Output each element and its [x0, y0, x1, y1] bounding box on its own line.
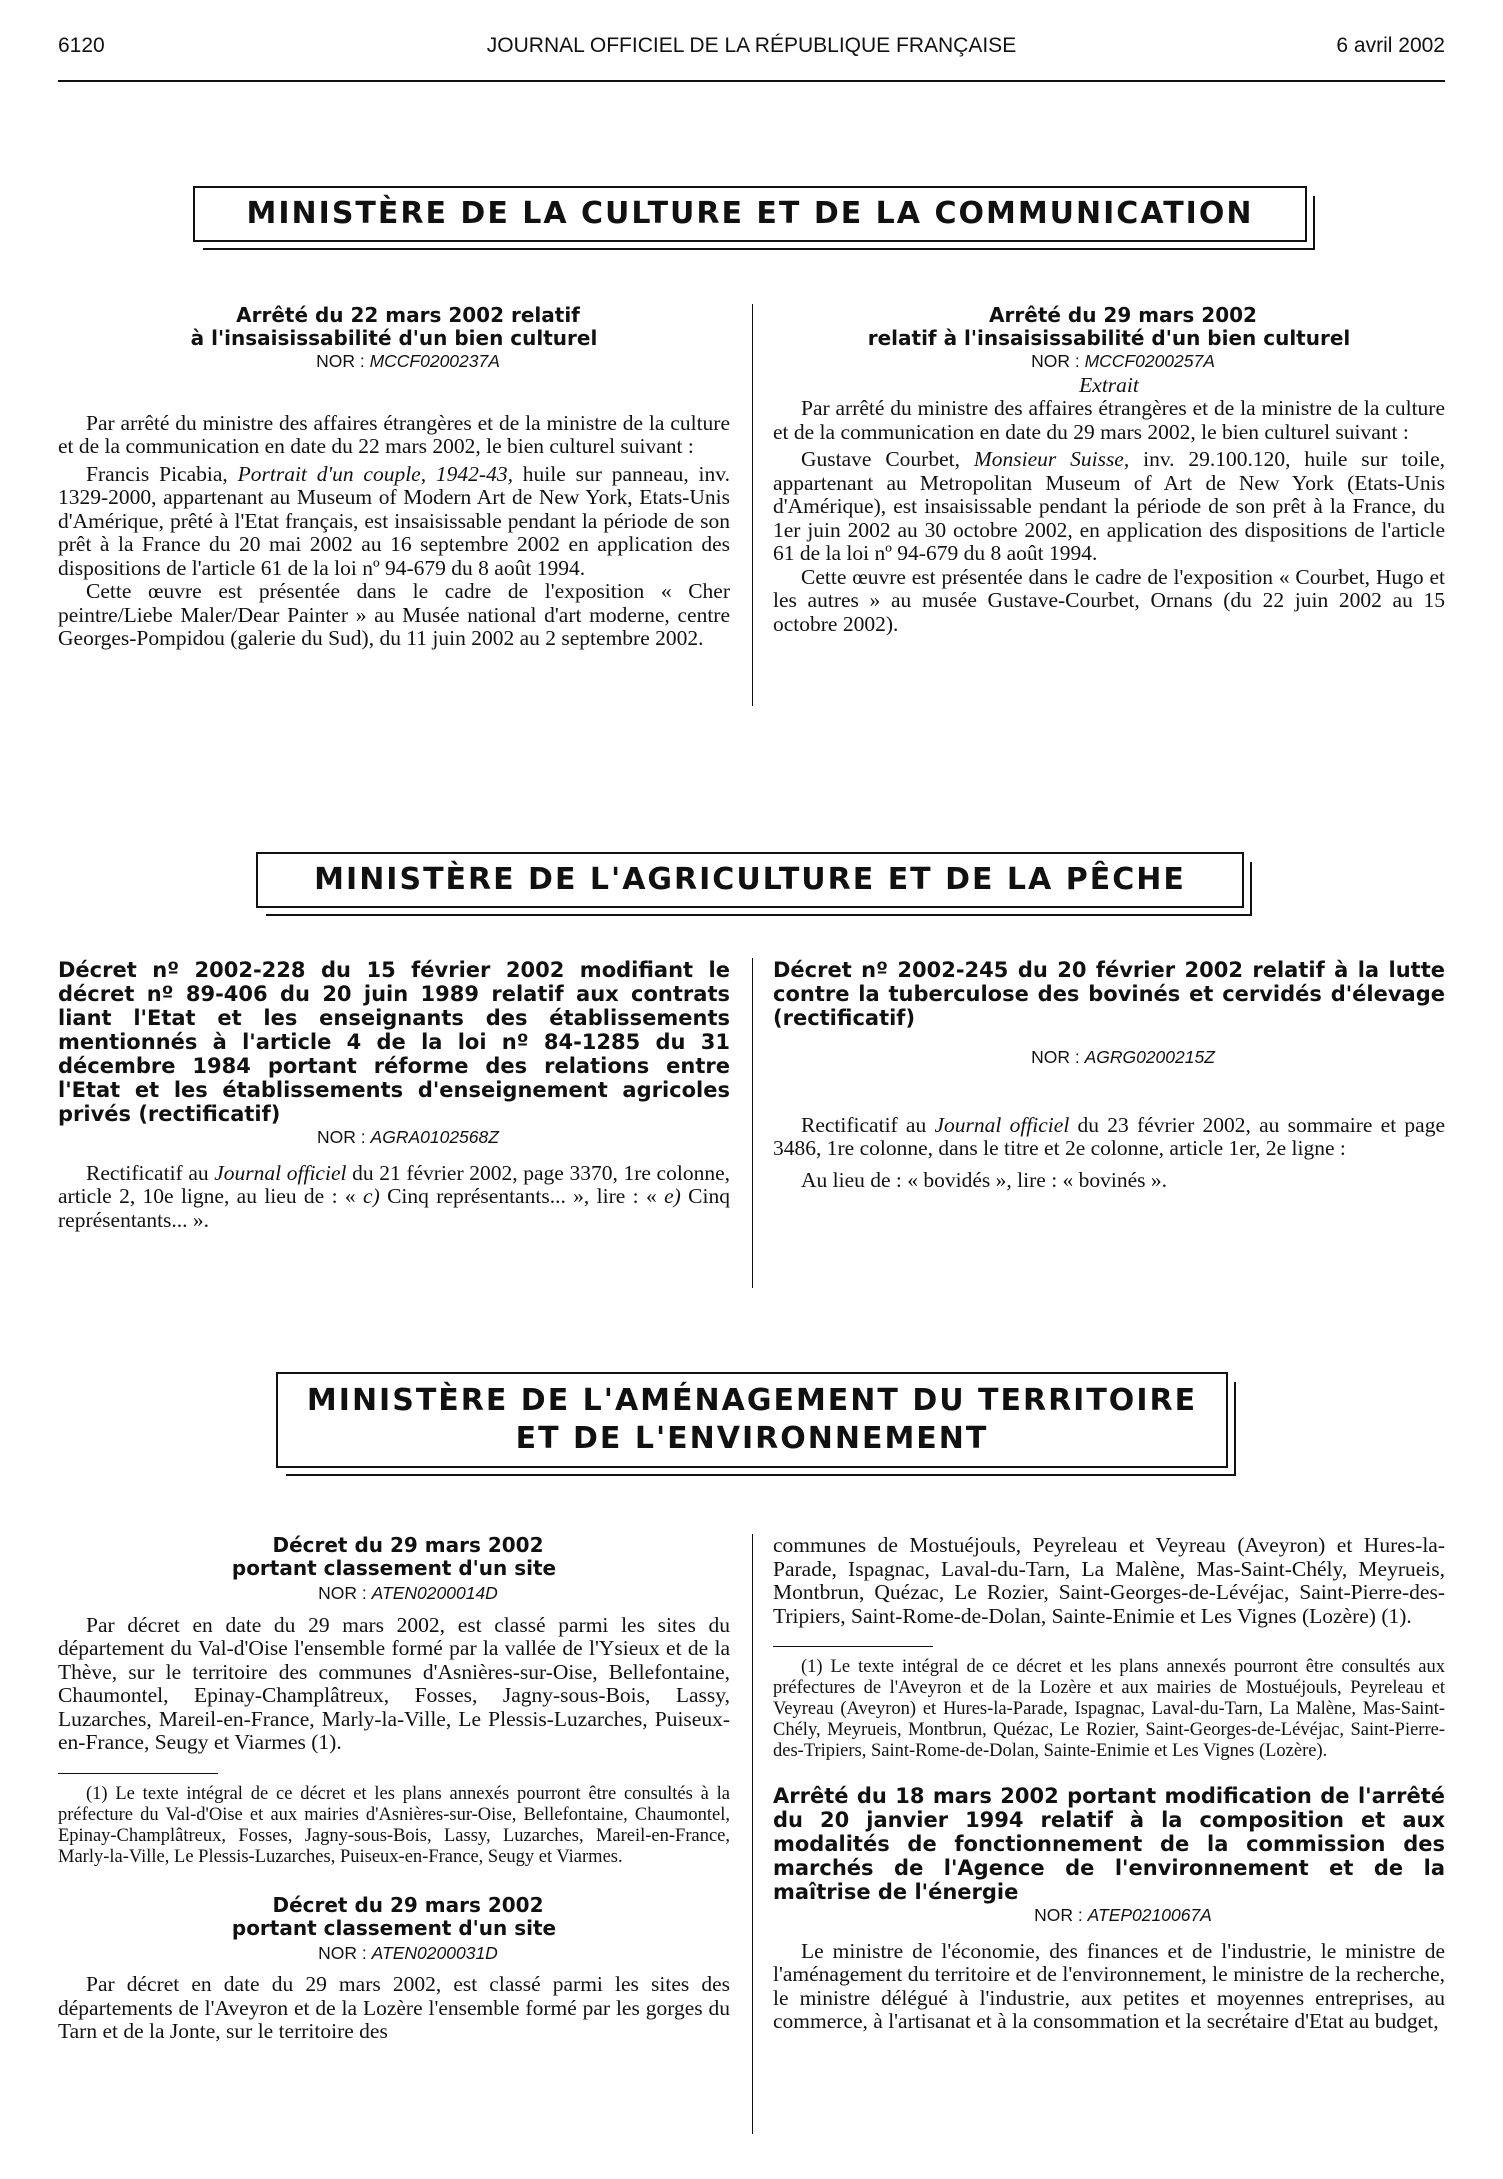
article-title: Arrêté du 18 mars 2002 portant modification de l'arrêté du 20 janvier 1994 relatif à la composition et aux modalités de fonctionnement de la commission des marchés de l'Agence de l'environnement et de la maîtrise de l'énergie: [773, 1784, 1445, 1904]
ministry-amenagement-title-line1: MINISTÈRE DE L'AMÉNAGEMENT DU TERRITOIRE: [306, 1383, 1198, 1418]
footnote: (1) Le texte intégral de ce décret et les plans annexés pourront être consultés à la préfecture du Val-d'Oise et aux mairies d'Asnières-sur-Oise, Bellefontaine, Chaumontel, Epinay-Champlâtreux, Fosses, Jagny-sous-Bois, Lassy, Luzarches, Mareil-en-France, Marly-la-Ville, Le Plessis-Luzarches, Puiseux-en-France, Seugy et Viarmes.: [58, 1783, 730, 1867]
culture-left-article: [58, 304, 730, 651]
ministry-agriculture-heading: [256, 852, 1244, 908]
article-title: Décret du 29 mars 2002 portant classement d'un site: [231, 1533, 557, 1580]
footnote: (1) Le texte intégral de ce décret et les plans annexés pourront être consultés aux préfectures de l'Aveyron et de la Lozère et aux mairies de Mostuéjouls, Peyreleau et Veyreau (Aveyron) et Hures-la-Parade, Ispagnac, Laval-du-Tarn, La Malène, Mas-Saint-Chély, Meyrueis, Montbrun, Quézac, Le Rozier, Saint-Georges-de-Lévéjac, Saint-Pierre-des-Tripiers, Saint-Rome-de-Dolan, Sainte-Enimie et Les Vignes (Lozère).: [773, 1657, 1445, 1761]
amenagement-left-column: [58, 1534, 730, 2044]
issue-date: 6 avril 2002: [1336, 34, 1445, 57]
paragraph: communes de Mostuéjouls, Peyreleau et Veyreau (Aveyron) et Hures-la-Parade, Ispagnac, Laval-du-Tarn, La Malène, Mas-Saint-Chély, Meyrueis, Montbrun, Quézac, Le Rozier, Saint-Georges-de-Lévéjac, Saint-Pierre-des-Tripiers, Saint-Rome-de-Dolan, Sainte-Enimie et Les Vignes (Lozère) (1).: [773, 1533, 1445, 1628]
footnote-rule: [58, 1773, 218, 1774]
paragraph: Au lieu de : « bovidés », lire : « bovinés ».: [801, 1167, 1168, 1192]
nor-reference: NOR : AGRG0200215Z: [1031, 1047, 1215, 1067]
column-divider: [752, 1534, 753, 2134]
article-title: Arrêté du 29 mars 2002 relatif à l'insaisissabilité d'un bien culturel: [867, 303, 1351, 350]
amenagement-right-column: [773, 1534, 1445, 2034]
header-rule: [58, 80, 1445, 82]
column-divider: [752, 958, 753, 1288]
agriculture-left-article: [58, 958, 730, 1232]
paragraph: Rectificatif au Journal officiel du 21 février 2002, page 3370, 1re colonne, article 2, 10e ligne, au lieu de : « c) Cinq représentants... », lire : « e) Cinq représentants... ».: [58, 1160, 730, 1232]
ministry-amenagement-heading: [276, 1372, 1228, 1468]
journal-title: JOURNAL OFFICIEL DE LA RÉPUBLIQUE FRANÇAISE: [486, 34, 1017, 57]
nor-reference: NOR : MCCF0200257A: [1031, 351, 1215, 371]
nor-reference: NOR : ATEP0210067A: [1034, 1905, 1212, 1925]
paragraph: Par décret en date du 29 mars 2002, est classé parmi les sites des départements de l'Aveyron et de la Lozère l'ensemble formé par les gorges du Tarn et de la Jonte, sur le territoire des: [58, 1972, 730, 2043]
paragraph: Par arrêté du ministre des affaires étrangères et de la ministre de la culture et de la communication en date du 29 mars 2002, le bien culturel suivant :: [773, 396, 1445, 444]
ministry-agriculture-title: MINISTÈRE DE L'AGRICULTURE ET DE LA PÊCHE: [314, 862, 1186, 897]
ministry-amenagement-title-line2: ET DE L'ENVIRONNEMENT: [515, 1421, 989, 1456]
paragraph: Cette œuvre est présentée dans le cadre de l'exposition « Courbet, Hugo et les autres » au musée Gustave-Courbet, Ornans (du 22 juin 2002 au 15 octobre 2002).: [773, 564, 1445, 636]
article-title: Décret nº 2002-245 du 20 février 2002 relatif à la lutte contre la tuberculose des bovinés et cervidés d'élevage (rectificatif): [773, 958, 1445, 1030]
nor-reference: NOR : AGRA0102568Z: [317, 1127, 499, 1147]
ministry-culture-heading: [193, 186, 1307, 242]
article-title: Arrêté du 22 mars 2002 relatif à l'insaisissabilité d'un bien culturel: [190, 303, 598, 350]
page-number: 6120: [58, 34, 105, 57]
journal-page: [58, 26, 1445, 2043]
extract-label: Extrait: [1079, 372, 1139, 397]
nor-reference: NOR : MCCF0200237A: [316, 351, 500, 371]
nor-reference: NOR : ATEN0200014D: [318, 1583, 498, 1603]
article-title: Décret nº 2002-228 du 15 février 2002 modifiant le décret nº 89-406 du 20 juin 1989 relatif aux contrats liant l'Etat et les enseignants des établissements mentionnés à l'article 4 de la loi nº 84-1285 du 31 décembre 1984 portant réforme des relations entre l'Etat et les établissements d'enseignement agricoles privés (rectificatif): [58, 958, 730, 1126]
paragraph: Francis Picabia, Portrait d'un couple, 1942-43, huile sur panneau, inv. 1329-2000, appartenant au Museum of Modern Art de New York, Etats-Unis d'Amérique, prêté à l'Etat français, est insaisissable pendant la période de son prêt à la France du 20 mai 2002 au 16 septembre 2002 en application des dispositions de l'article 61 de la loi nº 94-679 du 8 août 1994.: [58, 461, 730, 580]
paragraph: Par arrêté du ministre des affaires étrangères et de la ministre de la culture et de la communication en date du 22 mars 2002, le bien culturel suivant :: [58, 410, 730, 458]
paragraph: Gustave Courbet, Monsieur Suisse, inv. 29.100.120, huile sur toile, appartenant au Metropolitan Museum of Art de New York (Etats-Unis d'Amérique), est insaisissable pendant la période de son prêt à la France, du 1er juin 2002 au 30 octobre 2002, en application des dispositions de l'article 61 de la loi nº 94-679 du 8 août 1994.: [773, 447, 1445, 565]
column-divider: [752, 304, 753, 706]
running-header: [58, 26, 1445, 62]
agriculture-right-article: [773, 958, 1445, 1192]
article-title: Décret du 29 mars 2002 portant classement d'un site: [231, 1892, 557, 1940]
nor-reference: NOR : ATEN0200031D: [318, 1942, 498, 1963]
footnote-rule: [773, 1646, 933, 1647]
ministry-culture-title: MINISTÈRE DE LA CULTURE ET DE LA COMMUNICATION: [246, 196, 1254, 231]
paragraph: Le ministre de l'économie, des finances et de l'industrie, le ministre de l'aménagement du territoire et de l'environnement, le ministre de la recherche, le ministre délégué à l'industrie, aux petites et moyennes entreprises, au commerce, à l'artisanat et à la consommation et la secrétaire d'Etat au budget,: [773, 1938, 1445, 2033]
culture-right-article: [773, 304, 1445, 636]
paragraph: Rectificatif au Journal officiel du 23 février 2002, au sommaire et page 3486, 1re colonne, dans le titre et 2e colonne, article 1er, 2e ligne :: [773, 1112, 1445, 1160]
paragraph: Cette œuvre est présentée dans le cadre de l'exposition « Cher peintre/Liebe Maler/Dear Painter » au Musée national d'art moderne, centre Georges-Pompidou (galerie du Sud), du 11 juin 2002 au 2 septembre 2002.: [58, 579, 730, 650]
paragraph: Par décret en date du 29 mars 2002, est classé parmi les sites du département du Val-d'Oise l'ensemble formé par la vallée de l'Ysieux et de la Thève, sur le territoire des communes d'Asnières-sur-Oise, Bellefontaine, Chaumontel, Epinay-Champlâtreux, Fosses, Jagny-sous-Bois, Lassy, Luzarches, Mareil-en-France, Marly-la-Ville, Le Plessis-Luzarches, Puiseux-en-France, Seugy et Viarmes (1).: [58, 1612, 730, 1754]
